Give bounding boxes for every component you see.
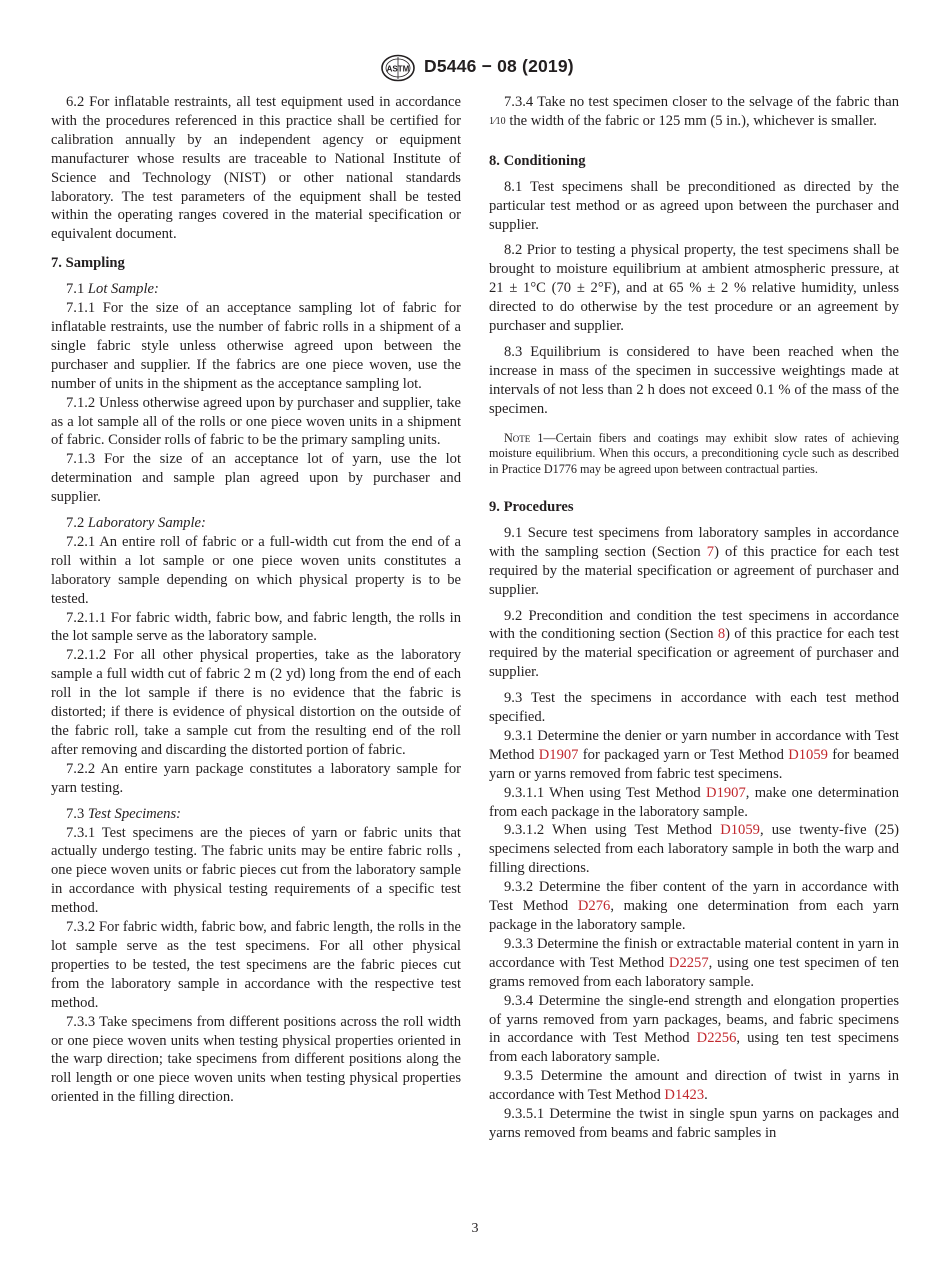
para-9-3-1-2: 9.3.1.2 When using Test Method D1059, use twenty-five (25) specimens selected from each laboratory sample in both the warp and filling directions. — [489, 822, 899, 877]
page-header — [0, 54, 950, 84]
para-9-3-5: 9.3.5 Determine the amount and direction of twist in yarns in accordance with Test Method D1423. — [489, 1068, 899, 1104]
section-heading-8: 8. Conditioning — [489, 152, 586, 169]
para-7-2-1-2: 7.2.1.2 For all other physical properties, take as the laboratory sample a full width cut of fabric 2 m (2 yd) long from the end of each roll in the lot sample if there is no evidence that the fabric is distorted; if there is evidence of physical distortion on the outside of the fabric roll, take a sample cut from the resulting end of the roll after removing and discarding the distorted portion of fabric. — [51, 647, 461, 758]
para-9-3-4: 9.3.4 Determine the single-end strength and elongation properties of yarns removed from yarn packages, beams, and fabric specimens in accordance with Test Method D2256, using ten test specimens from each laboratory sample. — [489, 992, 899, 1066]
para-7-1: 7.1 Lot Sample: — [66, 281, 159, 298]
para-9-3: 9.3 Test the specimens in accordance with each test method specified. — [489, 690, 899, 726]
para-9-3-1: 9.3.1 Determine the denier or yarn number in accordance with Test Method D1907 for packaged yarn or Test Method D1059 for beamed yarn or yarns removed from fabric test specimens. — [489, 727, 899, 782]
para-7-2: 7.2 Laboratory Sample: — [66, 515, 206, 532]
d1907-link[interactable]: D1907 — [538, 746, 579, 763]
standard-designation: D5446 − 08 (2019) — [424, 56, 574, 76]
para-7-2-1: 7.2.1 An entire roll of fabric or a full-width cut from the end of a roll within a lot sample or one piece woven units constitutes a laboratory sample depending on which physical property is to be tested. — [51, 533, 461, 607]
para-8-1: 8.1 Test specimens shall be preconditioned as directed by the particular test method or as agreed upon between the purchaser and supplier. — [489, 178, 899, 233]
logo-text: ASTM — [386, 64, 410, 74]
section-heading-9: 9. Procedures — [489, 498, 574, 515]
para-7-3: 7.3 Test Specimens: — [66, 805, 181, 822]
right-column — [489, 93, 899, 1143]
d1059-link[interactable]: D1059 — [720, 822, 760, 839]
para-9-1: 9.1 Secure test specimens from laboratory samples in accordance with the sampling section (Section 7) of this practice for each test required by the material specification or agreement of purchaser and supplier. — [489, 524, 899, 598]
para-7-2-1-1: 7.2.1.1 For fabric width, fabric bow, and fabric length, the rolls in the lot sample serve as the laboratory sample. — [51, 609, 461, 645]
para-7-3-1: 7.3.1 Test specimens are the pieces of yarn or fabric units that actually undergo testing. The fabric units may be entire fabric rolls , one piece woven units or fabric pieces cut from the laboratory sample in accordance with physical testing requirements of a specific test method. — [51, 824, 461, 917]
para-7-3-4: 7.3.4 Take no test specimen closer to the selvage of the fabric than 1⁄10 the width of the fabric or 125 mm (5 in.), whichever is smaller. — [489, 94, 899, 129]
left-column — [51, 93, 461, 1107]
d1423-link[interactable]: D1423 — [664, 1087, 705, 1104]
d2256-link[interactable]: D2256 — [696, 1030, 737, 1047]
fraction: 1⁄10 — [489, 115, 506, 127]
d2257-link[interactable]: D2257 — [668, 954, 709, 971]
para-6-2: 6.2 For inflatable restraints, all test equipment used in accordance with the procedures referenced in this practice shall be certified for calibration annually by an independent agency or equipment manufacturer whose results are traceable to National Institute of Science and Technology (NIST) or other national standards laboratory. The test parameters of the equipment shall be tested within the operating ranges covered in the material specification or equivalent document. — [51, 94, 461, 243]
para-8-3: 8.3 Equilibrium is considered to have been reached when the increase in mass of the specimen in successive weightings made at intervals of not less than 2 h does not exceed 0.1 % of the mass of the specimen. — [489, 343, 899, 417]
para-7-3-2: 7.3.2 For fabric width, fabric bow, and fabric length, the rolls in the lot sample serve as the test specimens. For all other physical properties to be tested, the test specimens are the fabric pieces cut from the laboratory sample in accordance with the respective test method. — [51, 919, 461, 1011]
para-9-2: 9.2 Precondition and condition the test specimens in accordance with the conditioning section (Section 8) of this practice for each test required by the material specification or agreement of purchaser and supplier. — [489, 607, 900, 681]
para-7-2-2: 7.2.2 An entire yarn package constitutes a laboratory sample for yarn testing. — [51, 760, 461, 796]
para-9-3-5-1: 9.3.5.1 Determine the twist in single spun yarns on packages and yarns removed from beams and fabric samples in — [489, 1106, 899, 1141]
para-7-1-1: 7.1.1 For the size of an acceptance sampling lot of fabric for inflatable restraints, use the number of fabric rolls in a shipment of a single fabric style unless otherwise agreed upon between the purchaser and supplier. If the fabrics are one piece woven, use the number of units in the shipment as the acceptance sampling lot. — [51, 300, 461, 392]
d1059-link[interactable]: D1059 — [788, 746, 828, 763]
para-7-1-2: 7.1.2 Unless otherwise agreed upon by purchaser and supplier, take as a lot sample all of the rolls or one piece woven units in a shipment of fabric. Consider rolls of fabric to be the primary sampling units. — [51, 394, 461, 449]
para-9-3-1-1: 9.3.1.1 When using Test Method D1907, make one determination from each package in the laboratory sample. — [489, 784, 899, 820]
para-8-2: 8.2 Prior to testing a physical property, the test specimens shall be brought to moisture equilibrium at ambient atmospheric pressure, at 21 ± 1°C (70 ± 2°F), and at 65 % ± 2 % relative humidity, unless directed to do otherwise by the test procedure or an agreement by purchaser and supplier. — [489, 242, 899, 335]
section-heading-7: 7. Sampling — [51, 255, 125, 272]
d1907-link[interactable]: D1907 — [706, 784, 746, 801]
astm-logo-icon — [380, 54, 416, 82]
note-label: Note 1 — [504, 430, 544, 445]
para-9-3-2: 9.3.2 Determine the fiber content of the yarn in accordance with Test Method D276, making one determination from each yarn package in the laboratory sample. — [489, 879, 899, 934]
section-7-link[interactable]: 7 — [706, 543, 715, 560]
para-9-3-3: 9.3.3 Determine the finish or extractable material content in yarn in accordance with Test Method D2257, using one test specimen of ten grams removed from each laboratory sample. — [489, 935, 899, 990]
para-7-3-3: 7.3.3 Take specimens from different positions across the roll width or one piece woven units when testing physical properties oriented in the warp direction; take specimens from different positions along the roll length or one piece woven units when testing physical properties oriented in the filling direction. — [51, 1013, 461, 1106]
note-1: Note 1—Certain fibers and coatings may exhibit slow rates of achieving moisture equilibrium. When this occurs, a preconditioning cycle such as described in Practice D1776 may be agreed upon between contractual parties. — [489, 430, 900, 477]
d276-link[interactable]: D276 — [577, 898, 611, 915]
para-7-1-3: 7.1.3 For the size of an acceptance lot of yarn, use the lot determination and sample plan agreed upon by purchaser and supplier. — [51, 451, 461, 506]
section-8-link[interactable]: 8 — [717, 626, 726, 643]
page-number: 3 — [471, 1221, 479, 1236]
